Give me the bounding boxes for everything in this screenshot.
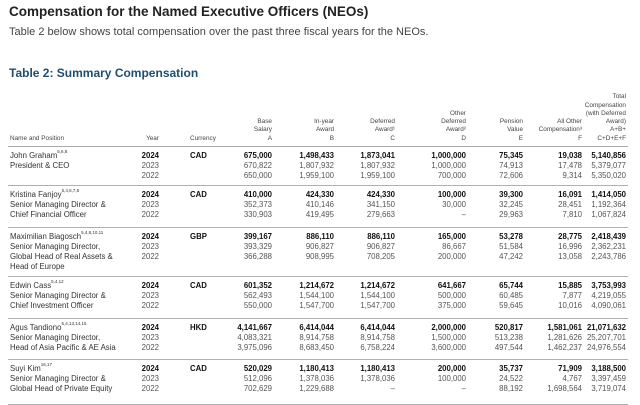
intro-paragraph: Table 2 below shows total compensation over the past three fiscal years for the NEOs.: [9, 26, 429, 38]
deferred-cell: 708,205: [366, 252, 395, 261]
deferred-cell: 1,214,672: [360, 281, 395, 290]
other-cell: 3,600,000: [431, 343, 466, 352]
deferred-cell: 1,180,413: [360, 364, 395, 373]
inyear-cell: 908,995: [305, 252, 334, 261]
deferred-cell: –: [390, 384, 395, 393]
pension-cell: 39,300: [499, 190, 523, 199]
header-name: Name and Position: [10, 134, 64, 142]
pension-cell: 47,242: [499, 252, 523, 261]
allother-cell: 15,885: [558, 281, 582, 290]
total-cell: 5,350,020: [591, 171, 626, 180]
table-row: [8, 343, 628, 353]
executive-name: [10, 323, 86, 333]
executive-position: Senior Managing Director,: [10, 333, 101, 342]
table-row: [8, 301, 628, 311]
table-row: [8, 364, 628, 374]
name-text: Agus Tandiono: [10, 323, 62, 332]
inyear-cell: 886,110: [306, 232, 334, 241]
allother-cell: 1,462,237: [547, 343, 582, 352]
allother-cell: 71,909: [558, 364, 582, 373]
other-cell: 700,000: [437, 171, 466, 180]
total-cell: 21,071,632: [586, 323, 626, 332]
base-cell: 675,000: [243, 151, 272, 160]
footnote-ref: 5,4,6,7,8: [61, 188, 80, 193]
inyear-cell: 1,959,100: [299, 171, 334, 180]
currency-cell: HKD: [190, 323, 207, 332]
allother-cell: 17,478: [558, 161, 582, 170]
base-cell: 352,373: [243, 200, 272, 209]
allother-cell: 28,451: [558, 200, 582, 209]
pension-cell: 60,485: [499, 291, 523, 300]
header-base-salary: Base Salary A: [253, 118, 272, 142]
executive-group: [8, 360, 628, 405]
inyear-cell: 1,547,700: [299, 301, 334, 310]
other-cell: 375,000: [437, 301, 466, 310]
pension-cell: 65,744: [499, 281, 523, 290]
inyear-cell: 424,330: [305, 190, 334, 199]
deferred-cell: 1,544,100: [360, 291, 395, 300]
currency-cell: GBP: [190, 232, 207, 241]
other-cell: –: [461, 384, 466, 393]
total-cell: 3,719,074: [591, 384, 626, 393]
other-cell: 641,667: [437, 281, 466, 290]
total-cell: 4,090,061: [591, 301, 626, 310]
executive-position: Chief Investment Officer: [10, 301, 94, 310]
base-cell: 3,975,096: [237, 343, 272, 352]
executive-name: [10, 232, 103, 242]
header-all-other: All Other Compensation³ F: [538, 118, 582, 142]
other-cell: –: [461, 210, 466, 219]
executive-position: Chief Financial Officer: [10, 210, 87, 219]
base-cell: 330,903: [243, 210, 272, 219]
executive-group: [8, 147, 628, 186]
total-cell: 24,976,554: [586, 343, 626, 352]
executive-position: Global Head of Private Equity: [10, 384, 113, 393]
base-cell: 670,822: [243, 161, 272, 170]
executive-position: Head of Europe: [10, 262, 65, 271]
year-cell: 2022: [141, 384, 159, 393]
deferred-cell: 1,378,036: [360, 374, 395, 383]
executive-position: Senior Managing Director &: [10, 374, 106, 383]
year-cell: 2024: [141, 323, 159, 332]
year-cell: 2024: [141, 190, 159, 199]
year-cell: 2023: [141, 200, 159, 209]
table-row: [8, 291, 628, 301]
year-cell: 2023: [141, 242, 159, 251]
total-cell: 1,067,824: [591, 210, 626, 219]
allother-cell: 10,016: [558, 301, 582, 310]
base-cell: 562,493: [243, 291, 272, 300]
pension-cell: 32,245: [499, 200, 523, 209]
total-cell: 2,243,786: [591, 252, 626, 261]
year-cell: 2024: [141, 232, 159, 241]
footnote-ref: 5,4,13,14,15: [61, 321, 87, 326]
year-cell: 2024: [141, 281, 159, 290]
inyear-cell: 1,807,932: [299, 161, 334, 170]
allother-cell: 1,581,061: [547, 323, 582, 332]
year-cell: 2023: [141, 161, 159, 170]
total-cell: 2,418,439: [591, 232, 626, 241]
allother-cell: 28,775: [558, 232, 582, 241]
pension-cell: 35,737: [499, 364, 523, 373]
footnote-ref: 16,17: [40, 362, 53, 367]
inyear-cell: 1,229,688: [299, 384, 334, 393]
name-text: Edwin Cass: [10, 281, 52, 290]
base-cell: 393,329: [243, 242, 272, 251]
base-cell: 520,029: [243, 364, 272, 373]
deferred-cell: 341,150: [366, 200, 395, 209]
base-cell: 550,000: [243, 301, 272, 310]
base-cell: 399,167: [243, 232, 272, 241]
year-cell: 2022: [141, 343, 159, 352]
other-cell: 165,000: [437, 232, 466, 241]
total-cell: 5,379,077: [591, 161, 626, 170]
total-cell: 3,397,459: [591, 374, 626, 383]
year-cell: 2022: [141, 301, 159, 310]
base-cell: 601,352: [243, 281, 272, 290]
other-cell: 1,000,000: [431, 151, 466, 160]
pension-cell: 72,606: [499, 171, 523, 180]
deferred-cell: 6,758,224: [360, 343, 395, 352]
table-row: [8, 281, 628, 291]
other-cell: 86,667: [442, 242, 466, 251]
pension-cell: 51,584: [499, 242, 523, 251]
year-cell: 2022: [141, 171, 159, 180]
table-row: [8, 210, 628, 220]
pension-cell: 513,238: [494, 333, 523, 342]
other-cell: 500,000: [437, 291, 466, 300]
total-cell: 1,414,050: [591, 190, 626, 199]
table-row: [8, 374, 628, 384]
allother-cell: 7,810: [562, 210, 582, 219]
executive-name: [10, 364, 52, 374]
year-cell: 2024: [141, 364, 159, 373]
other-cell: 200,000: [437, 364, 466, 373]
deferred-cell: 424,330: [366, 190, 395, 199]
allother-cell: 19,038: [558, 151, 582, 160]
inyear-cell: 906,827: [305, 242, 334, 251]
table-row: [8, 161, 628, 171]
name-text: Suyi Kim: [10, 364, 41, 373]
total-cell: 2,362,231: [591, 242, 626, 251]
executive-position: Head of Asia Pacific & AE Asia: [10, 343, 116, 352]
header-total: Total Compensation (with Deferred Award) A+B+ C+D+E+F: [584, 93, 626, 142]
other-cell: 2,000,000: [431, 323, 466, 332]
table-row: [8, 384, 628, 394]
year-cell: 2022: [141, 210, 159, 219]
executive-name: [10, 281, 64, 291]
inyear-cell: 8,914,758: [299, 333, 334, 342]
executive-group: [8, 228, 628, 277]
executive-position: Global Head of Real Assets &: [10, 252, 113, 261]
inyear-cell: 1,214,672: [299, 281, 334, 290]
inyear-cell: 1,544,100: [299, 291, 334, 300]
inyear-cell: 8,683,450: [299, 343, 334, 352]
deferred-cell: 1,959,100: [360, 171, 395, 180]
allother-cell: 1,698,564: [547, 384, 582, 393]
executive-position: President & CEO: [10, 161, 70, 170]
allother-cell: 16,996: [558, 242, 582, 251]
deferred-cell: 279,663: [366, 210, 395, 219]
table-row: [8, 262, 628, 272]
pension-cell: 29,963: [499, 210, 523, 219]
deferred-cell: 1,547,700: [360, 301, 395, 310]
table-row: [8, 323, 628, 333]
inyear-cell: 1,498,433: [299, 151, 334, 160]
base-cell: 650,000: [243, 171, 272, 180]
header-year: Year: [146, 134, 159, 142]
table-caption: Table 2: Summary Compensation: [9, 66, 199, 80]
table-row: [8, 232, 628, 242]
summary-compensation-table: [8, 84, 628, 405]
base-cell: 410,000: [243, 190, 272, 199]
deferred-cell: 1,807,932: [360, 161, 395, 170]
header-other-deferred: Other Deferred Award² D: [441, 109, 466, 142]
deferred-cell: 906,827: [366, 242, 395, 251]
inyear-cell: 419,495: [305, 210, 334, 219]
total-cell: 5,140,856: [591, 151, 626, 160]
total-cell: 3,188,500: [591, 364, 626, 373]
footnote-ref: 5,4,12: [51, 279, 64, 284]
year-cell: 2023: [141, 291, 159, 300]
executive-position: Senior Managing Director,: [10, 242, 101, 251]
allother-cell: 7,877: [562, 291, 582, 300]
executive-group: [8, 319, 628, 360]
table-row: [8, 252, 628, 262]
pension-cell: 520,817: [494, 323, 523, 332]
year-cell: 2022: [141, 252, 159, 261]
inyear-cell: 6,414,044: [299, 323, 334, 332]
pension-cell: 53,278: [499, 232, 523, 241]
pension-cell: 88,192: [499, 384, 523, 393]
deferred-cell: 8,914,758: [360, 333, 395, 342]
other-cell: 1,500,000: [431, 333, 466, 342]
other-cell: 200,000: [437, 252, 466, 261]
pension-cell: 74,913: [499, 161, 523, 170]
name-text: Kristina Fanjoy: [10, 190, 62, 199]
pension-cell: 24,522: [499, 374, 523, 383]
table-body: [8, 147, 628, 405]
name-text: Maximilian Biagosch: [10, 232, 82, 241]
allother-cell: 16,091: [558, 190, 582, 199]
executive-group: [8, 277, 628, 319]
header-deferred-award: Deferred Award¹ C: [370, 118, 395, 142]
deferred-cell: 6,414,044: [360, 323, 395, 332]
currency-cell: CAD: [190, 281, 207, 290]
inyear-cell: 1,378,036: [299, 374, 334, 383]
pension-cell: 59,645: [499, 301, 523, 310]
executive-position: Senior Managing Director &: [10, 200, 106, 209]
year-cell: 2023: [141, 333, 159, 342]
inyear-cell: 1,180,413: [299, 364, 334, 373]
executive-name: [10, 190, 79, 200]
total-cell: 3,753,993: [591, 281, 626, 290]
base-cell: 702,629: [243, 384, 272, 393]
other-cell: 1,000,000: [431, 161, 466, 170]
currency-cell: CAD: [190, 151, 207, 160]
other-cell: 100,000: [437, 374, 466, 383]
deferred-cell: 1,873,041: [360, 151, 395, 160]
year-cell: 2024: [141, 151, 159, 160]
header-currency: Currency: [190, 134, 216, 142]
base-cell: 4,083,321: [237, 333, 272, 342]
total-cell: 25,207,701: [586, 333, 626, 342]
allother-cell: 4,767: [562, 374, 582, 383]
currency-cell: CAD: [190, 190, 207, 199]
footnote-ref: 5,4,8,10,11: [81, 230, 104, 235]
base-cell: 366,288: [243, 252, 272, 261]
total-cell: 4,219,055: [591, 291, 626, 300]
table-row: [8, 171, 628, 181]
header-pension: Pension Value E: [499, 118, 523, 142]
base-cell: 512,096: [243, 374, 272, 383]
table-row: [8, 151, 628, 161]
allother-cell: 13,058: [558, 252, 582, 261]
other-cell: 100,000: [437, 190, 466, 199]
allother-cell: 1,281,626: [547, 333, 582, 342]
footnote-ref: 5,6,8: [57, 149, 68, 154]
header-in-year-award: In-year Award B: [314, 118, 334, 142]
table-row: [8, 190, 628, 200]
name-text: John Graham: [10, 151, 58, 160]
executive-group: [8, 186, 628, 228]
year-cell: 2023: [141, 374, 159, 383]
table-row: [8, 242, 628, 252]
inyear-cell: 410,146: [305, 200, 334, 209]
executive-name: [10, 151, 67, 161]
other-cell: 30,000: [442, 200, 466, 209]
page-title: Compensation for the Named Executive Officers (NEOs): [9, 4, 369, 19]
allother-cell: 9,314: [562, 171, 582, 180]
table-row: [8, 333, 628, 343]
executive-position: Senior Managing Director &: [10, 291, 106, 300]
base-cell: 4,141,667: [237, 323, 272, 332]
pension-cell: 497,544: [494, 343, 523, 352]
pension-cell: 75,345: [499, 151, 523, 160]
table-row: [8, 200, 628, 210]
currency-cell: CAD: [190, 364, 207, 373]
table-header: [8, 84, 628, 147]
total-cell: 1,192,364: [591, 200, 626, 209]
deferred-cell: 886,110: [367, 232, 395, 241]
